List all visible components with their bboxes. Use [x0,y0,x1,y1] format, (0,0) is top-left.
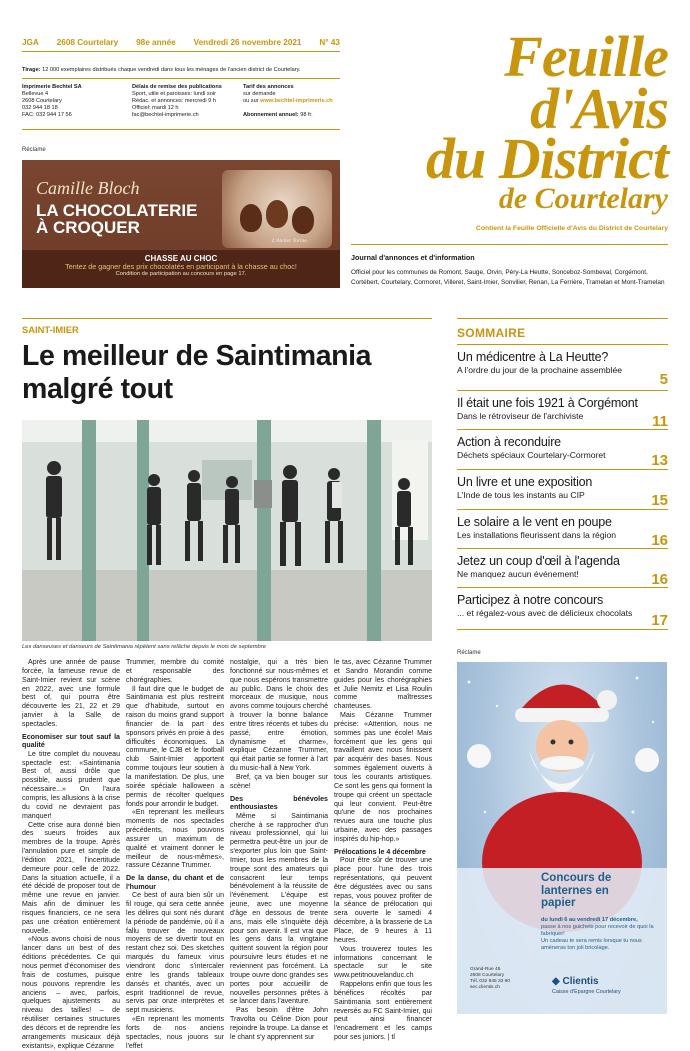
chocolate-image [222,170,332,248]
sommaire-page-number: 15 [651,492,668,509]
header-rule-bottom [22,129,340,130]
sommaire-title: SOMMAIRE [457,326,526,340]
lantern-contest-ad[interactable] [457,662,667,1014]
article-column-4: le tas, avec Cézanne Trummer et Sandro Morandin comme guides pour les chorégraphies et Julie Nemitz et Lisa Roulin comme maîtresses chanteuses. Mais Cézanne Trummer précise: «Attention, nous ne sommes pas une école! Mais forcément que les gens qui travaillent avec nous finissent par acquérir des bases. Nous sommes également ouverts à tous les courants artistiques. Ce sont les gens qui forment la troupe qui créent un spectacle qui leur convient. Peut-être qu'une de nos prochaines revues aura une touche plus urbaine, avec des passages inspirés du hip-hop.» Prélocations le 4 décembre Pour être sûr de trouver une place pour l'une des trois représentations, qui peuvent être dégustées avec ou sans repas, vous pouvez profiter de la séance de prélocation qui sera ouverte le samedi 4 décembre, à la brasserie de La Place, de 9 heures à 11 heures. Vous trouverez toutes les informations concernant le spectacle sur le site www.petitnouvelanduc.ch Rappelons enfin que tous les bénéfices récoltés par Saintimania sont entièrement reversés au FC Saint-Imier, qui peut ainsi financer l'encadrement et les camps pour ses juniors. | tl [334,659,432,1042]
sommaire-rule [457,318,668,319]
ad-band-title: CHASSE AU CHOC [144,254,218,263]
sommaire-page-number: 5 [659,371,668,388]
sommaire-page-number: 11 [652,413,668,430]
ad2-details: du lundi 6 au vendredi 17 décembre, passe à nos guichets pour recevoir de quoi la fabriquer! Un cadeau te sera remis lorsque tu nous amèneras ton joli bricolage. [541,917,654,951]
article-column-1: Après une année de pause forcée, la fameuse revue de Saint-Imier revient sur scène en 2022, avec une formule best of, qui pourra être découverte les 21, 22 et 29 janvier à la Salle de spectacles. Economiser sur tout sauf la qualité Le titre complet du nouveau spectacle est: «Saintimania Best of, aussi drôle que possible, aussi prudent que nécessaire...» On l'aura compris, les allusions à la crise du covid ne devraient pas manquer! Cette crise aura donné bien des sueurs froides aux membres de la troupe. Après l'annulation pure et simple de l'édition 2021, l'incertitude demeure pour celle de 2022. Dans la situation actuelle, il a été décidé de proposer tout de même une revue en janvier. Mais afin de diminuer les risques financiers, ce ne sera pas une création entièrement nouvelle. «Nous avons choisi de nous lancer dans un best of des éditions précédentes. Ce qui nous permet d'économiser des frais de costumes, puisque nous pouvons reprendre les anciens – avec, parfois, quelques ajustements au niveau des tailles! – de réutiliser certaines structures des décors et de reprendre les arrangements musicaux déjà existants», explique Cézanne [22,659,120,1050]
ad-band-text: Tentez de gagner des prix chocolatés en participant à la chasse au choc! [65,262,297,271]
sommaire-page-number: 16 [651,571,668,588]
ad-label: Réclame [457,650,481,656]
ad-title: LA CHOCOLATERIE À CROQUER [36,201,198,237]
sommaire-item[interactable]: Un livre et une exposition L'Inde de tous les instants au CIP 15 [457,469,668,509]
deadlines-email[interactable]: fac@bechtel-imprimerie.ch [132,112,199,118]
masthead-line-2: d'Avis [530,76,668,141]
bank-logo: ◆ Clientis [552,976,599,987]
article-column-3: nostalgie, qui a très bien fonctionné sur nous-mêmes et que nous espérons transmettre au public. Dans le choix des morceaux de musique, nous avons comme toujours cherché à trouver la bonne balance entre titres récents et tubes du passé, entre émotion, dynamisme et charme», explique Cézanne Trummer, qui était partie se former à l'art du music-hall à New York. Bref, ça va bien bouger sur scène! Des bénévoles enthousiastes Même si Saintimania cherche à se rapprocher d'un niveau professionnel, qui lui permettra peut-être un jour de s'exporter plus loin que Saint-Imier, tous les membres de la troupe sont des amateurs qui consacrent leur temps bénévolement à la réussite de l'événement. L'équipe est jeune, avec une moyenne d'âge en dessous de trente ans, mais elle s'inquiète déjà pour son avenir. Il est vrai que les gens dans la vingtaine quittent souvent la région pour poursuivre leurs études et ne reviennent pas forcément. La troupe ouvre donc grandes ses portes pour accueillir de nouvelles personnes prêtes à se lancer dans l'aventure. Pas besoin d'être John Travolta ou Céline Dion pour rejoindre la troupe. La danse et le chant s'y apprennent sur [230,659,328,1041]
issue-info-bar [22,38,340,47]
header-rule-top [22,51,340,52]
masthead-line-3: du District [426,126,668,191]
header-rule-mid [22,78,340,79]
sommaire-item[interactable]: Le solaire a le vent en poupe Les installations fleurissent dans la région 16 [457,509,668,549]
issue-number: N° 43 [319,38,340,47]
sommaire-item[interactable]: Action à reconduire Déchets spéciaux Courtelary-Cormoret 13 [457,429,668,469]
bank-name: Caisse d'Epargne Courtelary [552,989,621,995]
issue-location: 2608 Courtelary [56,38,119,47]
masthead-rule [351,244,668,245]
journal-subtitle: Journal d'annonces et d'information [351,253,475,262]
ad-label: Réclame [22,147,46,153]
sommaire-page-number: 17 [651,612,668,629]
ad-signature: L'Atelier Torino [272,238,308,244]
chocolate-ad[interactable] [22,160,340,288]
sommaire-item[interactable]: Jetez un coup d'œil à l'agenda Ne manquez aucun événement! 16 [457,548,668,588]
article-kicker: SAINT-IMIER [22,324,79,335]
printer-block: Imprimerie Bechtel SA Bellevue 4 2608 Courtelary 032 944 18 18 FAC: 032 944 17 56 [22,84,82,118]
masthead-line-1: Feuille [504,24,668,89]
communes-list: Officiel pour les communes de Romont, Sauge, Orvin, Péry-La Heutte, Sonceboz-Sombeval, Corgémont, Cortébert, Courtelary, Cormoret, Villeret, Saint-Imier, Sonvilier, Renan, La Ferrière, Tramelan et Mont-Tramelan [351,269,665,286]
santa-illustration [457,662,667,872]
chocolate-reindeer-icon [266,200,288,228]
sommaire-item[interactable]: Un médicentre à La Heutte? A l'ordre du jour de la prochaine assemblée 5 [457,344,668,388]
photo-caption: Les danseuses et danseurs de Saintimania répètent sans relâche depuis le mois de septembre [22,644,266,650]
chocolate-egg-icon [292,206,314,234]
article-column-2: Trummer, membre du comité et responsable des chorégraphies. Il faut dire que le budget de Saintimania est plus restreint que d'habitude, surtout en raison du moins grand support financier de la part des sponsors privés en proie à des difficultés économiques. La commune, le CJB et le football club Saint-Imier apportent comme toujours leur soutien à la manifestation. De plus, une soirée spéciale halloween a permis de récolter quelques fonds pour arrondir le budget. «En reprenant les meilleurs moments de nos spectacles précédents, nous pouvons assurer un maximum de qualité et vraiment donner le meilleur de nous-mêmes», rassure Cézanne Trummer. De la danse, du chant et de l'humour Ce best of aura bien sûr un fil rouge, qui sera cette année les délires qui sont nés durant la période de pandémie, où il a fallu trouver de nouveaux moyens de se divertir tout en restant chez soi. Des sketches marqués du fameux virus viendront donc s'intercaler entre les grands tableaux dansés et chantés, avec un esprit traditionnel de revue, servis par onze interprètes et sept musiciens. «En reprenant les moments forts de nos anciens spectacles, nous jouons sur l'effet [126,659,224,1050]
ad2-title: Concours de lanternes en papier [541,872,612,909]
issue-date: Vendredi 26 novembre 2021 [193,38,302,47]
dancers-illustration [22,420,432,641]
chocolate-egg-icon [240,204,262,232]
tirage-line: Tirage: 12 000 exemplaires distribués chaque vendredi dans tous les ménages de l'ancien district de Courtelary. [22,67,301,73]
rates-block: Tarif des annonces sur demande ou sur www.bechtel-imprimerie.ch Abonnement annuel: 98 fr. [243,84,333,118]
masthead-line-4: de Courtelary [498,182,668,215]
article-headline: Le meilleur de Saintimania malgré tout [22,340,372,405]
bank-address: Grand-Rue 45 2608 Courtelary Tél. 032 945 33 90 sec.clientis.ch [470,967,511,990]
issue-code: JGA [22,38,39,47]
sommaire-item[interactable]: Participez à notre concours ... et régalez-vous avec de délicieux chocolats 17 [457,587,668,629]
sommaire-page-number: 16 [651,532,668,549]
article-rule [22,318,432,319]
diamond-icon: ◆ [552,976,560,987]
ad-band-condition: Condition de participation au concours en page 17. [115,271,247,277]
sommaire-rule-bottom [457,629,668,630]
dancers-photo [22,420,432,641]
deadlines-block: Délais de remise des publications Sport, utile et paroisses: lundi soir Rédac. et annonces: mercredi 9 h Officiel: mardi 12 h fac@bechtel-imprimerie.ch [132,84,222,118]
ad-band [22,250,340,288]
sommaire-page-number: 13 [651,452,668,469]
issue-year: 98e année [136,38,176,47]
ad-brand: Camille Bloch [36,178,140,198]
official-notice: Contient la Feuille Officielle d'Avis du District de Courtelary [475,225,668,232]
printer-website-link[interactable]: www.bechtel-imprimerie.ch [260,98,333,104]
sommaire-item[interactable]: Il était une fois 1921 à Corgémont Dans le rétroviseur de l'archiviste 11 [457,390,668,430]
